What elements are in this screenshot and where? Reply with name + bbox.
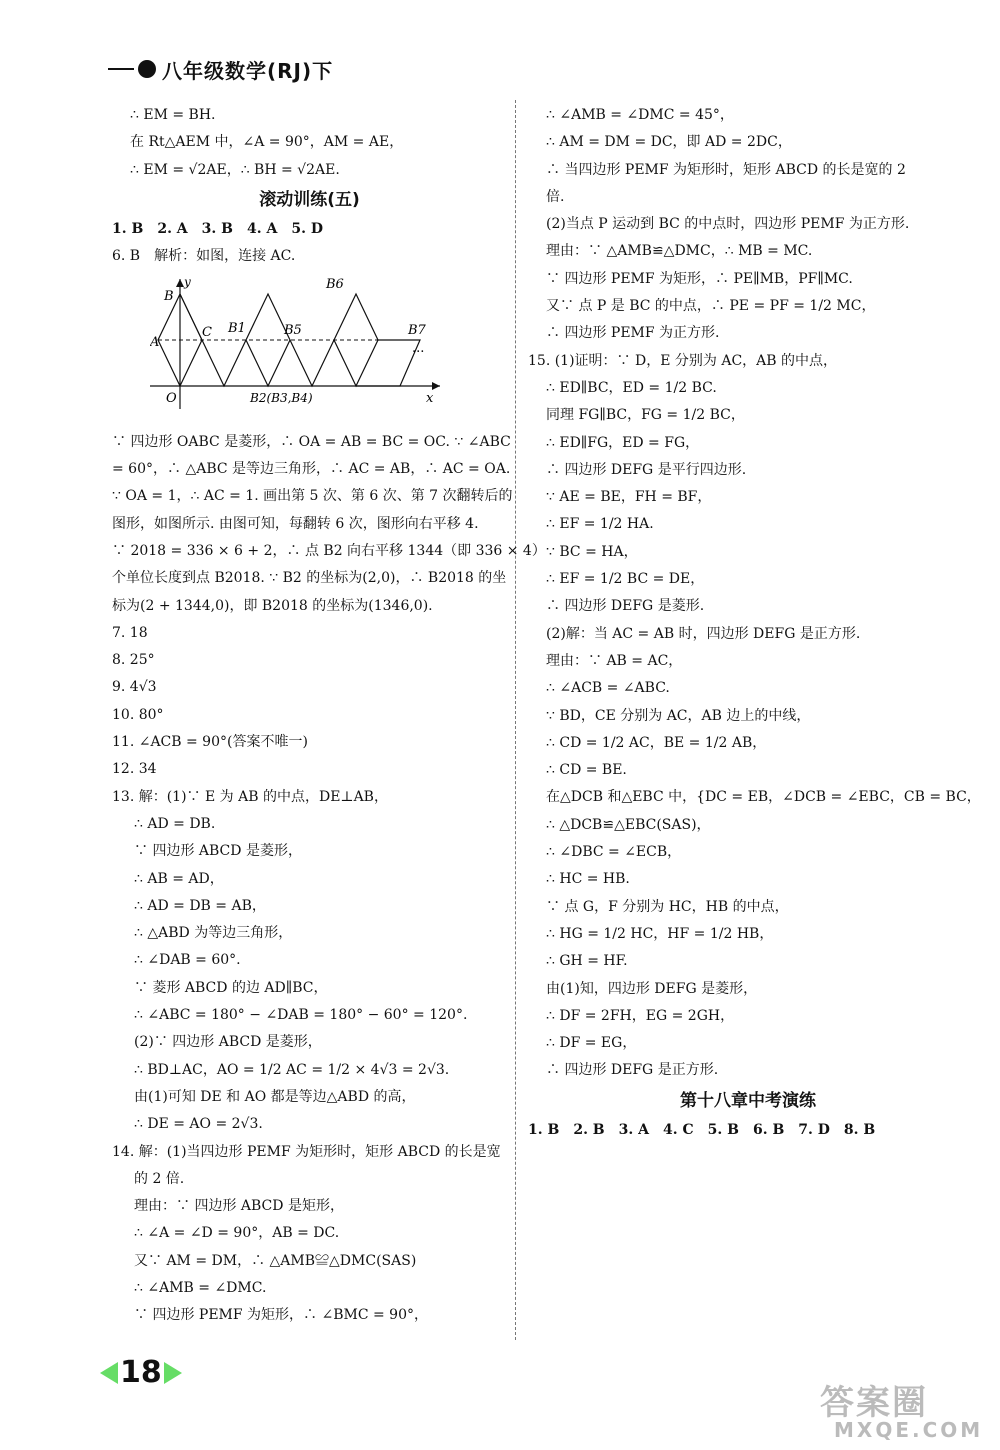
text-line: ∴ 四边形 DEFG 是菱形. (546, 598, 705, 615)
text-line: ∴ ∠A = ∠D = 90°，AB = DC. (134, 1225, 340, 1242)
text-line: ∴ ED∥FG，ED = FG， (546, 434, 700, 451)
fig-label: B6 (326, 277, 344, 293)
answer-line: 8. 25° (112, 652, 155, 669)
text-line: ∴ AD = DB = AB， (134, 897, 266, 914)
text-line: 在△DCB 和△EBC 中，{DC = EB，∠DCB = ∠EBC，CB = BC， (546, 789, 981, 806)
text-line: ∵ 菱形 ABCD 的边 AD∥BC， (134, 979, 328, 996)
edge (180, 294, 202, 340)
fig-label: C (202, 325, 212, 341)
fig-label: B5 (284, 323, 302, 339)
text-line: ∴ CD = 1/2 AC，BE = 1/2 AB， (546, 734, 767, 751)
left-arrow-icon (100, 1362, 118, 1384)
text-line: 在 Rt△AEM 中，∠A = 90°，AM = AE， (130, 134, 404, 151)
text-line: 倍. (546, 188, 565, 205)
text-line: 由(1)可知 DE 和 AO 都是等边△ABD 的高， (134, 1088, 416, 1105)
text-line: ∴ BD⊥AC，AO = 1/2 AC = 1/2 × 4√3 = 2√3. (134, 1061, 450, 1078)
text-line: ∴ EM = √2AE，∴ BH = √2AE. (130, 161, 340, 178)
fig-label: B (164, 289, 174, 305)
text-line: ∵ BC = HA， (546, 543, 638, 560)
text-line: ∴ ∠DBC = ∠ECB， (546, 844, 682, 861)
answer-line: 6. B 解析：如图，连接 AC. (112, 248, 296, 265)
fig-label: B7 (408, 323, 426, 339)
text-line: ∴ 四边形 PEMF 为正方形. (546, 325, 720, 342)
text-line: ∴ AD = DB. (134, 815, 216, 832)
text-line: 由(1)知，四边形 DEFG 是菱形， (546, 980, 758, 997)
text-line: 理由：∵ △AMB≌△DMC，∴ MB = MC. (546, 243, 813, 260)
text-line: (2)∵ 四边形 ABCD 是菱形， (134, 1034, 322, 1051)
logo-icon (138, 60, 156, 78)
text-line: ∴ ∠ACB = ∠ABC. (546, 680, 670, 697)
left-column (112, 102, 546, 1330)
right-column (528, 102, 981, 1144)
fig-label: B2(B3,B4) (250, 391, 313, 406)
header-dash (108, 68, 134, 70)
text-line: ∴ HG = 1/2 HC，HF = 1/2 HB， (546, 925, 774, 942)
text-line: 14. 解：(1)当四边形 PEMF 为矩形时，矩形 ABCD 的长是宽 (112, 1143, 501, 1160)
text-line: ∵ 四边形 ABCD 是菱形， (134, 843, 302, 860)
text-line: 的 2 倍. (134, 1170, 185, 1187)
text-line: ∵ AE = BE，FH = BF， (546, 489, 712, 506)
text-line: ∴ DE = AO = 2√3. (134, 1116, 263, 1133)
page-number (100, 1355, 182, 1390)
text-line: ∴ EF = 1/2 BC = DE， (546, 571, 705, 588)
text-line: ∴ ∠DAB = 60°. (134, 952, 241, 969)
text-line: = 60°，∴ △ABC 是等边三角形，∴ AC = AB，∴ AC = OA. (112, 461, 511, 478)
text-line: ∵ BD，CE 分别为 AC，AB 边上的中线， (546, 707, 811, 724)
fig-label: B1 (228, 321, 246, 337)
rhombus-figure (150, 274, 450, 414)
text-line: ∴ GH = HF. (546, 953, 628, 970)
text-line: ∴ 当四边形 PEMF 为矩形时，矩形 ABCD 的长是宽的 2 (546, 161, 906, 178)
answer-line: 7. 18 (112, 624, 148, 641)
y-arrow (176, 279, 184, 287)
text-line: 图形，如图所示. 由图可知，每翻转 6 次，图形向右平移 4. (112, 515, 479, 532)
text-line: 个单位长度到点 B2018. ∵ B2 的坐标为(2,0)，∴ B2018 的坐 (112, 570, 507, 587)
text-line: ∴ ∠AMB = ∠DMC = 45°， (546, 107, 734, 123)
fig-label: x (426, 391, 434, 407)
text-line: ∵ 2018 = 336 × 6 + 2，∴ 点 B2 向右平移 1344（即 336 × 4） (112, 542, 546, 559)
answer-line: 12. 34 (112, 761, 157, 778)
fig-label: A (150, 335, 160, 351)
text-line: ∴ EF = 1/2 HA. (546, 516, 654, 533)
page-number-text: 18 (120, 1355, 162, 1390)
text-line: 又∵ 点 P 是 BC 的中点，∴ PE = PF = 1/2 MC， (546, 298, 876, 315)
text-line: ∴ DF = EG， (546, 1035, 637, 1052)
text-line: 同理 FG∥BC，FG = 1/2 BC， (546, 407, 745, 424)
answer-line: 1. B 2. A 3. B 4. A 5. D (112, 220, 323, 237)
column-divider (515, 100, 516, 1340)
text-line: ∴ 四边形 DEFG 是正方形. (546, 1062, 719, 1079)
text-line: ∴ AB = AD， (134, 870, 224, 887)
answer-line: 11. ∠ACB = 90°(答案不唯一) (112, 734, 308, 751)
text-line: ∵ 四边形 PEMF 为矩形，∴ PE∥MB，PF∥MC. (546, 270, 853, 287)
answer-line: 10. 80° (112, 706, 164, 723)
text-line: 标为(2 + 1344,0)，即 B2018 的坐标为(1346,0). (112, 597, 433, 614)
text-line: ∴ ∠ABC = 180° − ∠DAB = 180° − 60° = 120°. (134, 1007, 468, 1024)
text-line: ∴ △DCB≌△EBC(SAS)， (546, 816, 711, 833)
section-title: 滚动训练(五) (259, 189, 360, 210)
text-line: ∴ DF = 2FH，EG = 2GH， (546, 1007, 735, 1024)
text-line: ∵ 四边形 OABC 是菱形，∴ OA = AB = BC = OC. ∵ ∠ABC (112, 433, 511, 450)
text-line: ∴ 四边形 DEFG 是平行四边形. (546, 461, 747, 478)
text-line: (2)当点 P 运动到 BC 的中点时，四边形 PEMF 为正方形. (546, 216, 910, 233)
text-line: ∴ CD = BE. (546, 762, 627, 779)
fig-label: y (184, 275, 191, 290)
right-arrow-icon (164, 1362, 182, 1384)
text-line: ∴ HC = HB. (546, 871, 630, 888)
text-line: 理由：∵ 四边形 ABCD 是矩形， (134, 1198, 344, 1215)
text-line: ∴ ∠AMB = ∠DMC. (134, 1279, 267, 1296)
text-line: ∴ AM = DM = DC，即 AD = 2DC， (546, 134, 792, 151)
text-line: ∵ 点 G，F 分别为 HC，HB 的中点， (546, 898, 789, 915)
answer-line: 9. 4√3 (112, 679, 157, 696)
fig-label: O (166, 391, 177, 407)
text-line: ∴ △ABD 为等边三角形， (134, 925, 293, 942)
text-line: ∴ EM = BH. (130, 107, 216, 123)
watermark: 答案圈 (820, 1383, 928, 1423)
page-header (108, 52, 333, 86)
text-line: ∵ OA = 1，∴ AC = 1. 画出第 5 次、第 6 次、第 7 次翻转后的 (112, 488, 513, 505)
text-line: 又∵ AM = DM，∴ △AMB≌△DMC(SAS) (134, 1252, 417, 1269)
text-line: (2)解：当 AC = AB 时，四边形 DEFG 是正方形. (546, 625, 861, 642)
text-line: ∴ ED∥BC，ED = 1/2 BC. (546, 379, 717, 396)
rhombus-4 (356, 340, 420, 386)
text-line: 13. 解：(1)∵ E 为 AB 的中点，DE⊥AB， (112, 788, 388, 805)
text-line: 理由：∵ AB = AC， (546, 652, 683, 669)
text-line: 15. (1)证明：∵ D，E 分别为 AC，AB 的中点， (528, 352, 838, 369)
fig-label: ... (412, 341, 425, 357)
watermark-url: MXQE.COM (834, 1418, 984, 1442)
header-title: 八年级数学(RJ)下 (162, 58, 334, 83)
text-line: ∵ 四边形 PEMF 为矩形，∴ ∠BMC = 90°， (134, 1307, 428, 1324)
x-arrow (432, 382, 440, 390)
answer-line: 1. B 2. B 3. A 4. C 5. B 6. B 7. D 8. B (528, 1121, 876, 1138)
section-title: 第十八章中考演练 (680, 1090, 816, 1111)
